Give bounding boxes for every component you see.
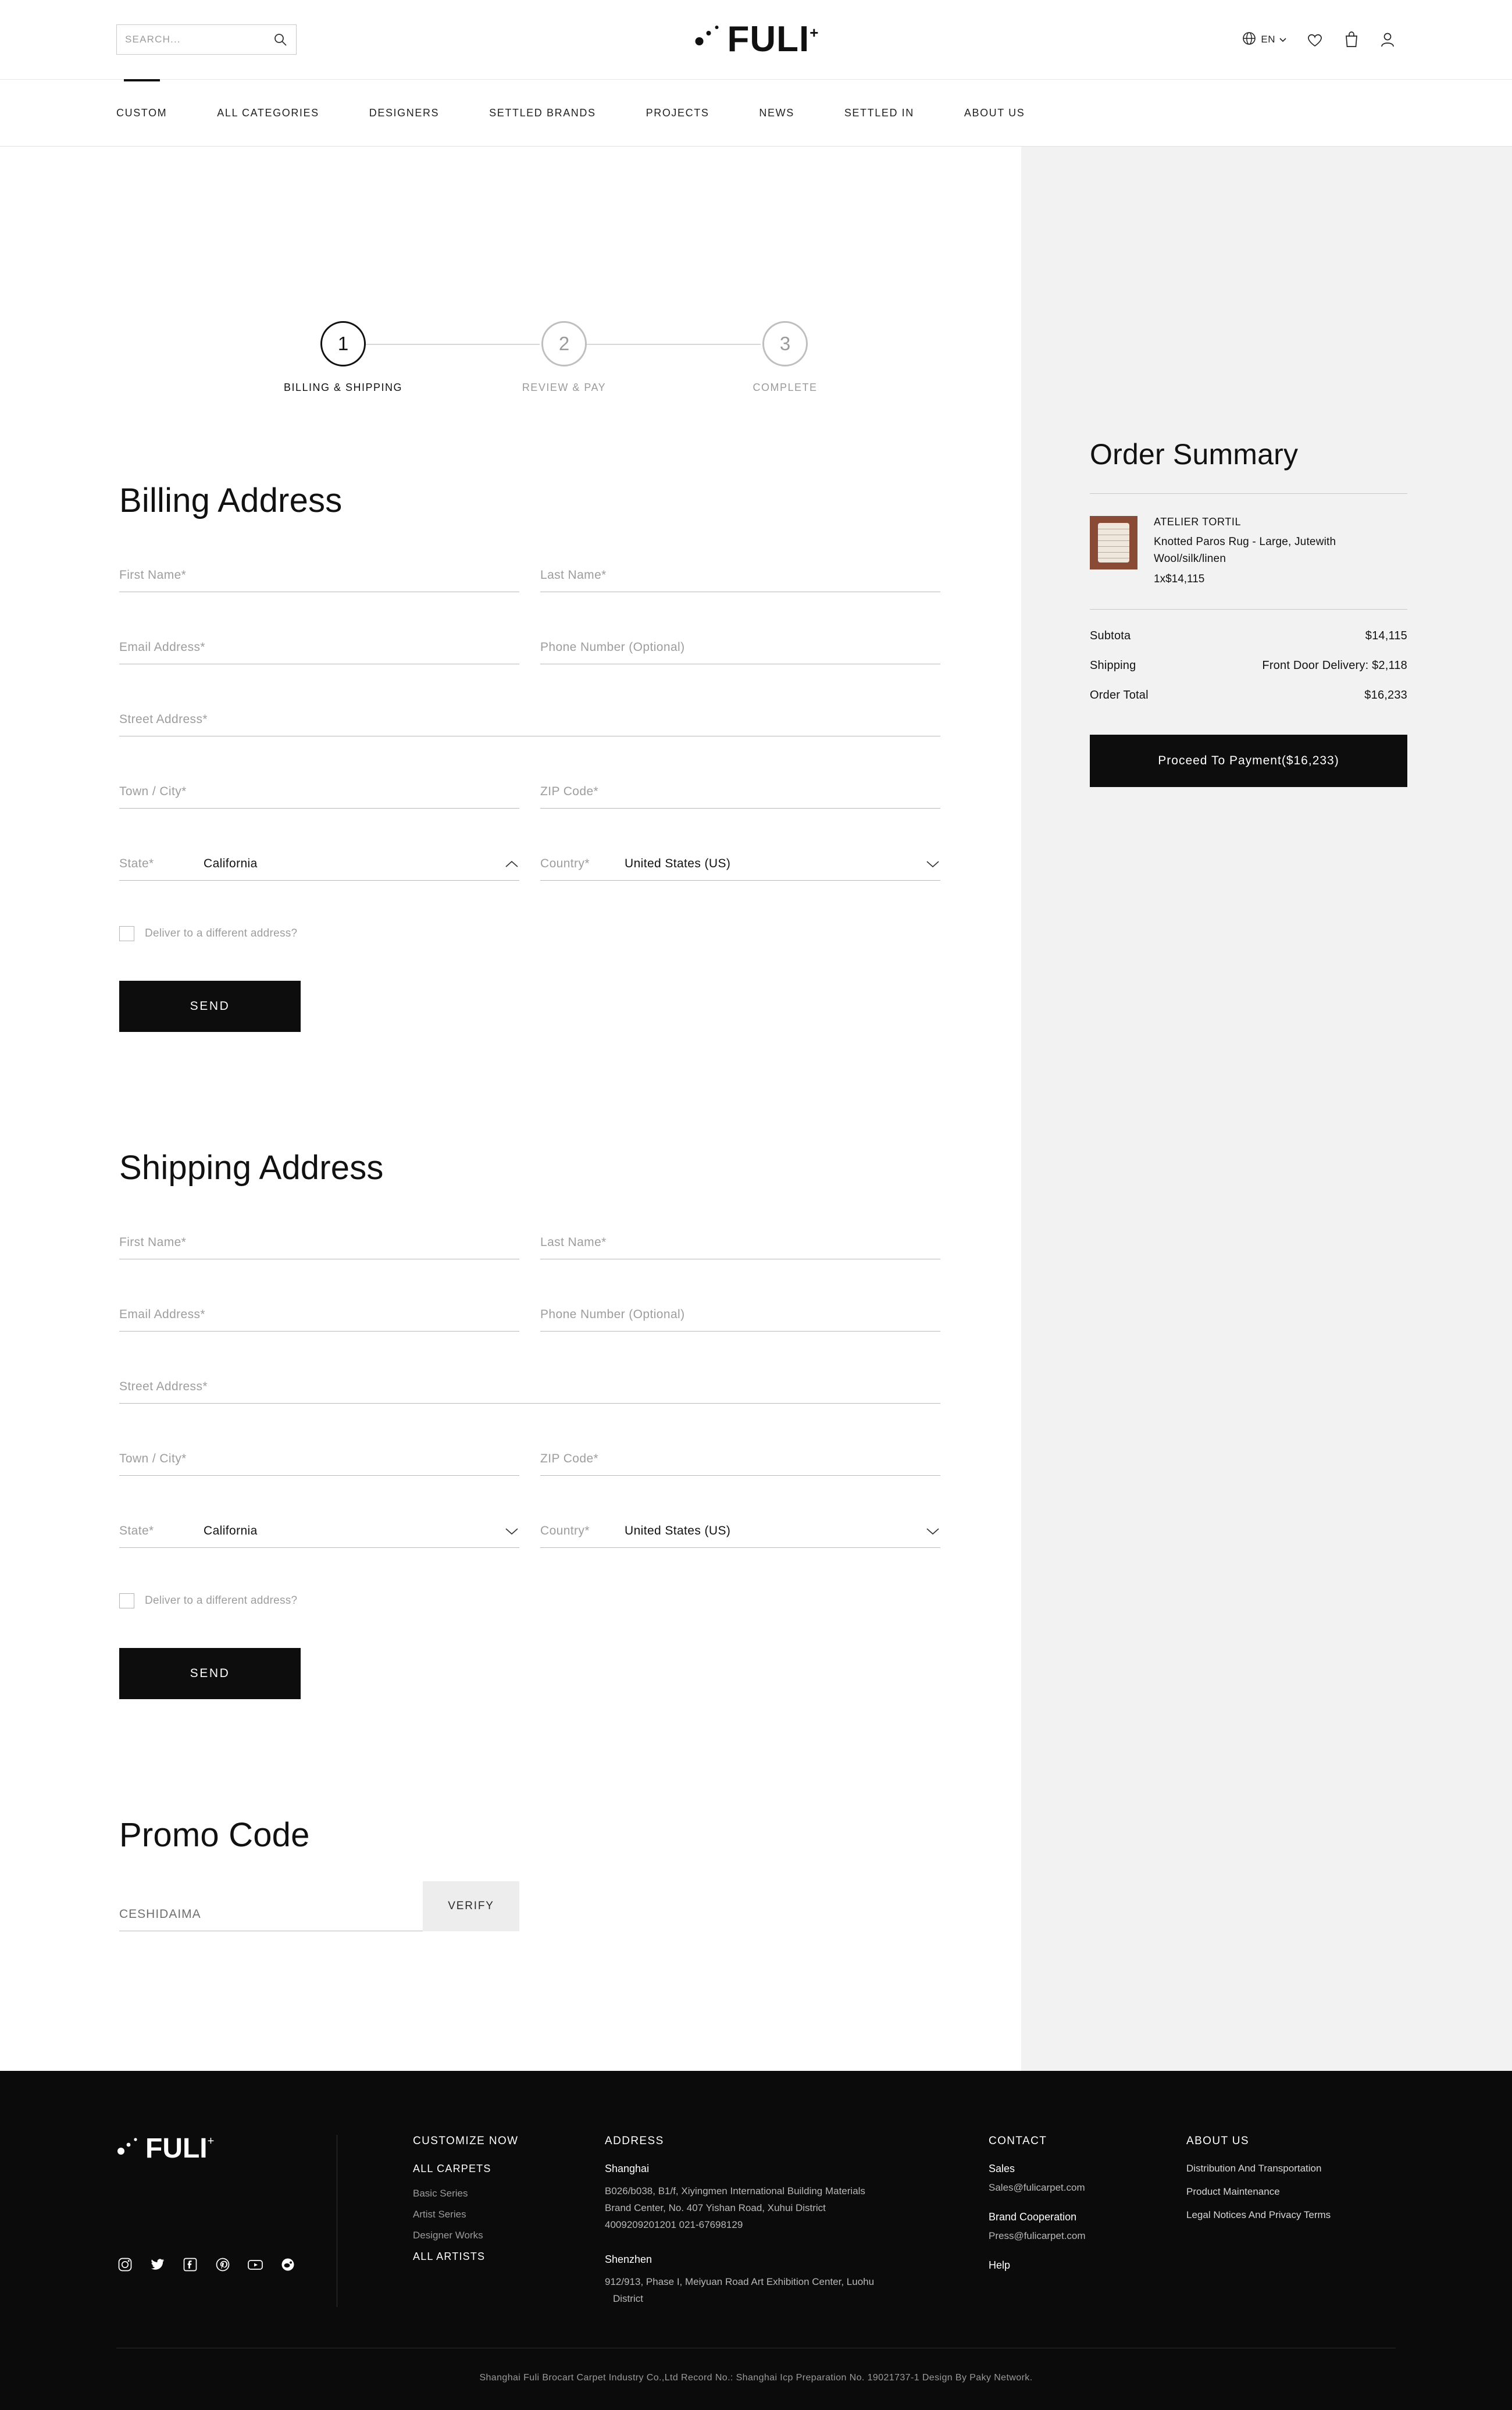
billing-different-address-checkbox[interactable] bbox=[119, 926, 134, 941]
footer-brand bbox=[116, 2135, 337, 2307]
billing-state-select[interactable] bbox=[119, 809, 519, 881]
chevron-up-icon[interactable] bbox=[504, 859, 519, 868]
billing-email-input[interactable] bbox=[119, 640, 519, 654]
shipping-row bbox=[1090, 659, 1407, 672]
heart-icon[interactable] bbox=[1306, 31, 1324, 48]
billing-different-address-row[interactable] bbox=[119, 926, 940, 941]
billing-country-select[interactable] bbox=[540, 809, 940, 881]
chevron-down-icon[interactable] bbox=[925, 1526, 940, 1536]
site-header bbox=[0, 0, 1512, 79]
promo-verify-button[interactable]: VERIFY bbox=[423, 1881, 519, 1931]
nav-list bbox=[116, 79, 1025, 147]
step-label: BILLING & SHIPPING bbox=[283, 382, 403, 393]
shipping-state-value: California bbox=[204, 1524, 258, 1537]
shipping-first-name-field[interactable] bbox=[119, 1187, 519, 1259]
footer-col-address bbox=[605, 2135, 989, 2307]
footer-link-designer-works[interactable]: Designer Works bbox=[413, 2230, 483, 2241]
order-totals bbox=[1090, 610, 1407, 702]
shipping-first-name-input[interactable] bbox=[119, 1236, 519, 1250]
billing-town-field[interactable] bbox=[119, 736, 519, 809]
chevron-down-icon[interactable] bbox=[925, 859, 940, 868]
billing-country-value: United States (US) bbox=[625, 857, 731, 870]
nav-item-all-categories[interactable]: ALL CATEGORIES bbox=[217, 106, 319, 119]
shipping-zip-field[interactable] bbox=[540, 1404, 940, 1476]
shipping-different-address-row[interactable] bbox=[119, 1593, 940, 1608]
footer-logo[interactable] bbox=[116, 2135, 313, 2163]
address-phone: 4009209201201 021-67698129 bbox=[605, 2219, 743, 2230]
subtotal-value: $14,115 bbox=[1365, 629, 1407, 642]
product-qty-price: 1x$14,115 bbox=[1154, 573, 1205, 585]
footer-address-head: ADDRESS bbox=[605, 2135, 664, 2147]
main-nav bbox=[0, 79, 1512, 147]
promo-code-form bbox=[119, 1878, 940, 1931]
chevron-down-icon[interactable] bbox=[504, 1526, 519, 1536]
promo-code-title: Promo Code bbox=[119, 1816, 310, 1854]
promo-input-wrap[interactable] bbox=[119, 1878, 423, 1931]
checkout-main bbox=[0, 147, 1021, 2071]
billing-phone-field[interactable] bbox=[540, 592, 940, 664]
product-brand: ATELIER TORTIL bbox=[1154, 516, 1242, 528]
address-block-shanghai bbox=[605, 2163, 989, 2234]
nav-item-custom[interactable]: CUSTOM bbox=[116, 79, 167, 147]
address-line: B026/b038, B1/f, Xiyingmen International Building Materials bbox=[605, 2185, 865, 2197]
footer-link-all-carpets[interactable]: ALL CARPETS bbox=[413, 2163, 491, 2174]
order-total-value: $16,233 bbox=[1364, 689, 1407, 702]
billing-last-name-input[interactable] bbox=[540, 568, 940, 582]
shipping-email-input[interactable] bbox=[119, 1308, 519, 1322]
address-city: Shenzhen bbox=[605, 2253, 652, 2265]
facebook-icon[interactable] bbox=[181, 2256, 199, 2273]
shipping-different-address-label: Deliver to a different address? bbox=[145, 1594, 298, 1607]
billing-address-title: Billing Address bbox=[119, 482, 343, 519]
billing-country-label: Country* bbox=[540, 857, 590, 870]
footer-about-head: ABOUT US bbox=[1186, 2135, 1249, 2147]
header-actions bbox=[1242, 31, 1396, 49]
contact-brand-label: Brand Cooperation bbox=[989, 2211, 1077, 2223]
order-summary-title: Order Summary bbox=[1090, 438, 1299, 471]
subtotal-row bbox=[1090, 629, 1407, 643]
pinterest-icon[interactable] bbox=[214, 2256, 231, 2273]
footer-link-basic-series[interactable]: Basic Series bbox=[413, 2188, 468, 2199]
site-logo[interactable] bbox=[694, 19, 819, 59]
step-review-pay[interactable] bbox=[454, 321, 675, 394]
shipping-town-field[interactable] bbox=[119, 1404, 519, 1476]
billing-different-address-label: Deliver to a different address? bbox=[145, 927, 298, 939]
shipping-state-select[interactable] bbox=[119, 1476, 519, 1548]
nav-item-news[interactable]: NEWS bbox=[759, 106, 794, 119]
billing-street-input[interactable] bbox=[119, 713, 940, 727]
step-number: 2 bbox=[541, 321, 587, 366]
shipping-value: Front Door Delivery: $2,118 bbox=[1262, 659, 1407, 672]
shipping-address-form bbox=[119, 1187, 940, 1699]
footer-col-about bbox=[1186, 2135, 1396, 2307]
shipping-send-button[interactable]: SEND bbox=[119, 1648, 301, 1699]
social-links bbox=[116, 2256, 313, 2273]
shipping-country-select[interactable] bbox=[540, 1476, 940, 1548]
step-billing-shipping[interactable] bbox=[233, 321, 454, 394]
footer-logo-text: FULI bbox=[145, 2133, 208, 2164]
proceed-to-payment-button[interactable]: Proceed To Payment($16,233) bbox=[1090, 735, 1407, 787]
shipping-phone-input[interactable] bbox=[540, 1308, 940, 1322]
billing-first-name-input[interactable] bbox=[119, 568, 519, 582]
subtotal-label: Subtota bbox=[1090, 629, 1131, 642]
search-box[interactable] bbox=[116, 24, 297, 55]
search-icon[interactable] bbox=[273, 32, 288, 47]
shipping-street-field[interactable] bbox=[119, 1332, 940, 1404]
checkout-page bbox=[0, 147, 1512, 2071]
nav-item-projects[interactable]: PROJECTS bbox=[646, 106, 709, 119]
shipping-last-name-field[interactable] bbox=[540, 1187, 940, 1259]
order-line-item bbox=[1090, 494, 1407, 610]
language-label: EN bbox=[1261, 34, 1275, 45]
globe-icon bbox=[1242, 31, 1257, 49]
shipping-street-input[interactable] bbox=[119, 1380, 940, 1394]
contact-brand-email[interactable]: Press@fulicarpet.com bbox=[989, 2230, 1086, 2241]
logo-dots-icon bbox=[694, 22, 728, 48]
bag-icon[interactable] bbox=[1343, 31, 1360, 48]
order-total-label: Order Total bbox=[1090, 689, 1149, 702]
contact-sales-email[interactable]: Sales@fulicarpet.com bbox=[989, 2182, 1085, 2193]
shipping-address-title: Shipping Address bbox=[119, 1149, 384, 1187]
footer-columns bbox=[337, 2135, 1396, 2307]
billing-phone-input[interactable] bbox=[540, 640, 940, 654]
contact-help-label[interactable]: Help bbox=[989, 2259, 1011, 2271]
nav-item-designers[interactable]: DESIGNERS bbox=[369, 106, 440, 119]
step-number: 3 bbox=[762, 321, 808, 366]
search-input[interactable] bbox=[125, 34, 273, 45]
twitter-icon[interactable] bbox=[149, 2256, 166, 2273]
footer-link-maintenance[interactable]: Product Maintenance bbox=[1186, 2186, 1280, 2197]
step-complete[interactable] bbox=[675, 321, 896, 394]
order-summary-panel bbox=[1021, 147, 1512, 2071]
footer-copyright: Shanghai Fuli Brocart Carpet Industry Co.,Ltd Record No.: Shanghai Icp Preparation No. 19021737-1 Design By Paky Network. bbox=[116, 2348, 1396, 2410]
billing-town-input[interactable] bbox=[119, 785, 519, 799]
user-icon[interactable] bbox=[1379, 31, 1396, 48]
address-line: Brand Center, No. 407 Yishan Road, Xuhui District bbox=[605, 2202, 826, 2213]
contact-sales-label: Sales bbox=[989, 2163, 1015, 2174]
site-footer bbox=[0, 2071, 1512, 2410]
logo-plus: + bbox=[810, 24, 819, 41]
footer-col-contact bbox=[989, 2135, 1186, 2307]
youtube-icon[interactable] bbox=[247, 2256, 264, 2273]
nav-item-settled-brands[interactable]: SETTLED BRANDS bbox=[489, 106, 596, 119]
footer-customize-head: CUSTOMIZE NOW bbox=[413, 2135, 519, 2147]
product-name: Knotted Paros Rug - Large, Jutewith Wool/silk/linen bbox=[1154, 536, 1336, 565]
instagram-icon[interactable] bbox=[116, 2256, 134, 2273]
footer-link-artist-series[interactable]: Artist Series bbox=[413, 2209, 466, 2220]
billing-zip-input[interactable] bbox=[540, 785, 940, 799]
step-label: REVIEW & PAY bbox=[522, 382, 607, 393]
shipping-email-field[interactable] bbox=[119, 1259, 519, 1332]
chevron-down-icon bbox=[1279, 34, 1286, 45]
address-block-shenzhen bbox=[605, 2254, 989, 2308]
billing-last-name-field[interactable] bbox=[540, 520, 940, 592]
footer-logo-dots-icon bbox=[116, 2135, 143, 2160]
shipping-label: Shipping bbox=[1090, 659, 1136, 672]
billing-first-name-field[interactable] bbox=[119, 520, 519, 592]
shipping-different-address-checkbox[interactable] bbox=[119, 1593, 134, 1608]
logo-text: FULI bbox=[727, 19, 810, 59]
step-number: 1 bbox=[320, 321, 366, 366]
footer-link-all-artists[interactable]: ALL ARTISTS bbox=[413, 2251, 486, 2262]
weibo-icon[interactable] bbox=[279, 2256, 297, 2273]
billing-send-button[interactable]: SEND bbox=[119, 981, 301, 1032]
checkout-stepper bbox=[0, 321, 1021, 394]
product-thumbnail bbox=[1090, 516, 1137, 569]
billing-address-form bbox=[119, 520, 940, 1032]
billing-state-value: California bbox=[204, 857, 258, 870]
footer-link-legal[interactable]: Legal Notices And Privacy Terms bbox=[1186, 2209, 1331, 2220]
shipping-phone-field[interactable] bbox=[540, 1259, 940, 1332]
nav-item-settled-in[interactable]: SETTLED IN bbox=[844, 106, 914, 119]
step-label: COMPLETE bbox=[753, 382, 818, 393]
shipping-town-input[interactable] bbox=[119, 1452, 519, 1466]
address-city: Shanghai bbox=[605, 2163, 650, 2174]
language-selector[interactable] bbox=[1242, 31, 1286, 49]
billing-state-label: State* bbox=[119, 857, 154, 870]
billing-email-field[interactable] bbox=[119, 592, 519, 664]
address-line: 912/913, Phase I, Meiyuan Road Art Exhibition Center, Luohu bbox=[605, 2276, 875, 2287]
order-total-row bbox=[1090, 689, 1407, 702]
billing-zip-field[interactable] bbox=[540, 736, 940, 809]
shipping-state-label: State* bbox=[119, 1524, 154, 1537]
shipping-last-name-input[interactable] bbox=[540, 1236, 940, 1250]
shipping-country-label: Country* bbox=[540, 1524, 590, 1537]
footer-link-distribution[interactable]: Distribution And Transportation bbox=[1186, 2163, 1322, 2174]
nav-item-about-us[interactable]: ABOUT US bbox=[964, 106, 1025, 119]
promo-code-input[interactable] bbox=[119, 1907, 423, 1921]
footer-col-customize bbox=[413, 2135, 605, 2307]
footer-logo-plus: + bbox=[207, 2135, 215, 2148]
footer-contact-head: CONTACT bbox=[989, 2135, 1047, 2147]
billing-street-field[interactable] bbox=[119, 664, 940, 736]
shipping-zip-input[interactable] bbox=[540, 1452, 940, 1466]
address-line: District bbox=[613, 2292, 643, 2304]
shipping-country-value: United States (US) bbox=[625, 1524, 731, 1537]
